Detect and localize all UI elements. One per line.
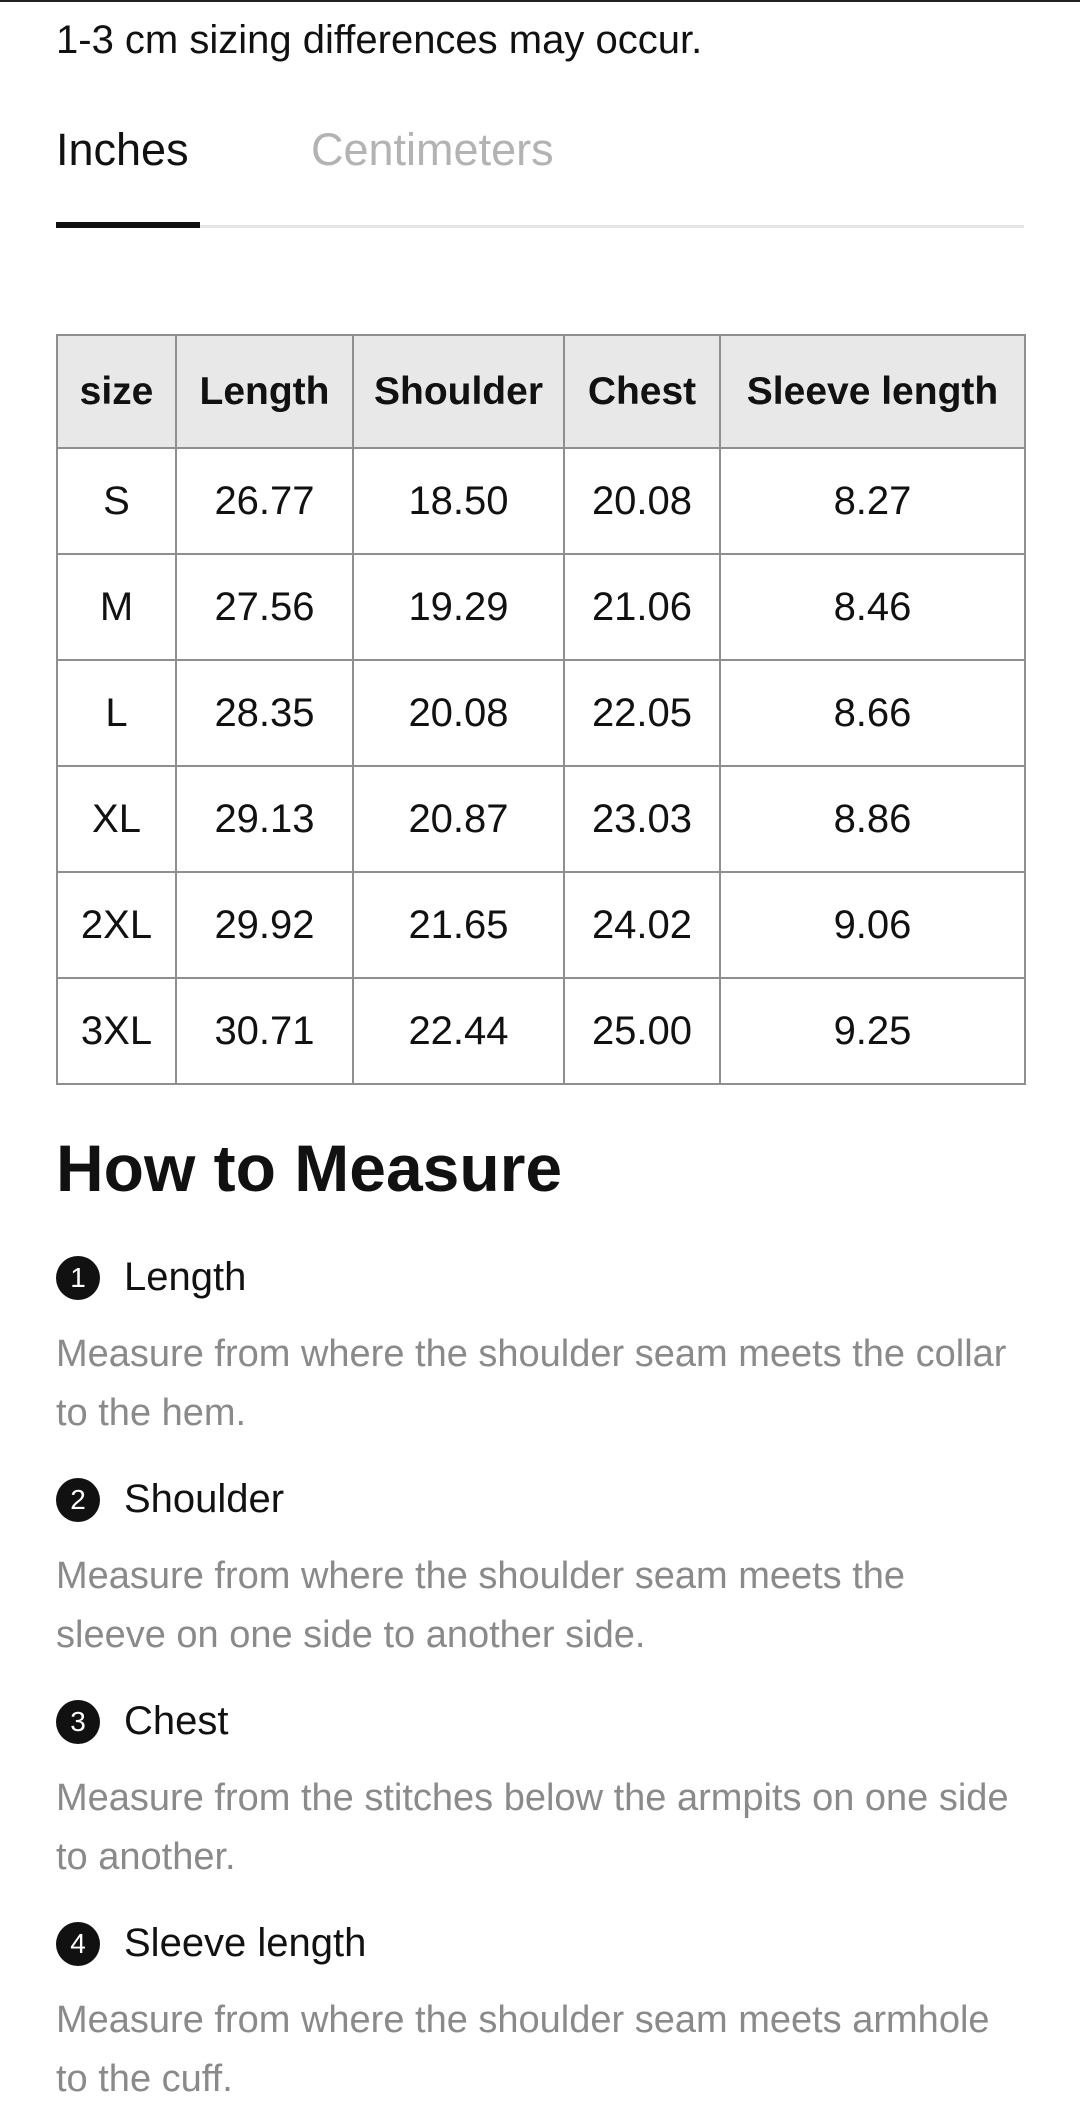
cell-sleeve-length: 8.66 [720, 660, 1025, 766]
cell-shoulder: 19.29 [353, 554, 564, 660]
cell-length: 30.71 [176, 978, 353, 1084]
cell-length: 26.77 [176, 448, 353, 554]
cell-chest: 22.05 [564, 660, 720, 766]
step-description: Measure from the stitches below the armpits on one side to another. [56, 1777, 1009, 1878]
table-row [57, 978, 1025, 1084]
step-description: Measure from where the shoulder seam meets armhole to the cuff. [56, 1999, 990, 2100]
cell-length: 29.13 [176, 766, 353, 872]
measure-step-chest [56, 1691, 1024, 1887]
step-description: Measure from where the shoulder seam meets the sleeve on one side to another side. [56, 1555, 906, 1656]
step-description: Measure from where the shoulder seam meets the collar to the hem. [56, 1333, 1007, 1434]
sizing-note: 1-3 cm sizing differences may occur. [56, 18, 703, 62]
table-row [57, 872, 1025, 978]
header-size: size [57, 335, 176, 448]
step-label: Chest [124, 1699, 229, 1743]
top-divider [0, 0, 1080, 2]
cell-shoulder: 21.65 [353, 872, 564, 978]
cell-size: XL [57, 766, 176, 872]
cell-size: S [57, 448, 176, 554]
cell-shoulder: 20.87 [353, 766, 564, 872]
table-row [57, 660, 1025, 766]
measure-step-shoulder [56, 1469, 1024, 1665]
header-length: Length [176, 335, 353, 448]
step-label: Length [124, 1255, 247, 1299]
measure-step-length [56, 1247, 1024, 1443]
cell-size: M [57, 554, 176, 660]
cell-chest: 23.03 [564, 766, 720, 872]
tab-centimeters[interactable]: Centimeters [311, 124, 554, 175]
header-shoulder: Shoulder [353, 335, 564, 448]
cell-sleeve-length: 8.86 [720, 766, 1025, 872]
table-header-row [57, 335, 1025, 448]
cell-chest: 25.00 [564, 978, 720, 1084]
active-tab-indicator [56, 222, 200, 228]
cell-length: 28.35 [176, 660, 353, 766]
step-label: Shoulder [124, 1477, 285, 1521]
cell-size: 3XL [57, 978, 176, 1084]
table-row [57, 766, 1025, 872]
step-number-badge: 2 [56, 1478, 100, 1522]
step-label: Sleeve length [124, 1921, 367, 1965]
cell-size: L [57, 660, 176, 766]
header-sleeve-length: Sleeve length [720, 335, 1025, 448]
step-number-badge: 4 [56, 1922, 100, 1966]
header-chest: Chest [564, 335, 720, 448]
tab-inches[interactable]: Inches [56, 124, 189, 175]
cell-chest: 24.02 [564, 872, 720, 978]
cell-chest: 20.08 [564, 448, 720, 554]
how-to-measure-heading: How to Measure [56, 1131, 563, 1205]
cell-size: 2XL [57, 872, 176, 978]
cell-length: 27.56 [176, 554, 353, 660]
cell-sleeve-length: 8.27 [720, 448, 1025, 554]
cell-shoulder: 22.44 [353, 978, 564, 1084]
step-number-badge: 1 [56, 1256, 100, 1300]
size-chart-table [56, 334, 1026, 1085]
cell-shoulder: 18.50 [353, 448, 564, 554]
cell-sleeve-length: 8.46 [720, 554, 1025, 660]
table-row [57, 554, 1025, 660]
table-row [57, 448, 1025, 554]
unit-tabs [56, 118, 1024, 230]
cell-length: 29.92 [176, 872, 353, 978]
step-number-badge: 3 [56, 1700, 100, 1744]
measure-step-sleeve-length [56, 1913, 1024, 2109]
cell-chest: 21.06 [564, 554, 720, 660]
cell-sleeve-length: 9.25 [720, 978, 1025, 1084]
cell-sleeve-length: 9.06 [720, 872, 1025, 978]
tabs-divider [56, 225, 1024, 228]
cell-shoulder: 20.08 [353, 660, 564, 766]
